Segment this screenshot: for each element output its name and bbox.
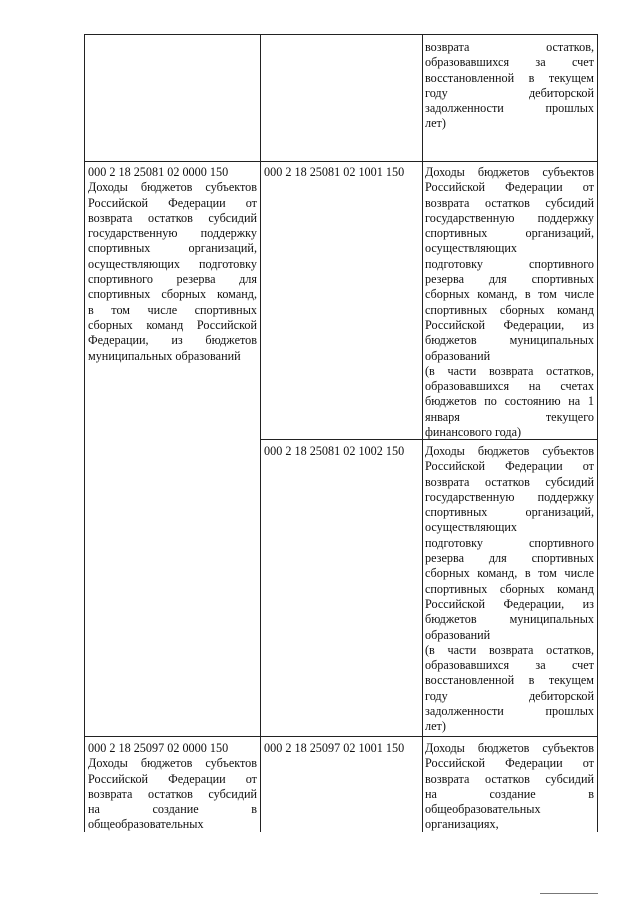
row-divider-1 <box>84 161 598 162</box>
row3-right-line: подготовку спортивного <box>425 535 594 550</box>
row3-right-line: Российской Федерации, из <box>425 596 594 611</box>
row1-right-line: лет) <box>425 116 446 131</box>
row4-left-line: Доходы бюджетов субъектов <box>88 756 257 771</box>
row2-right-line: Российской Федерации от <box>425 180 594 195</box>
column-divider-2 <box>422 34 423 832</box>
row2-left-line: осуществляющих подготовку <box>88 256 257 271</box>
row2-left-code: 000 2 18 25081 02 0000 150 <box>88 165 229 179</box>
row2-right-line: спортивных организаций, <box>425 226 594 241</box>
budget-codes-table <box>84 34 598 832</box>
row-divider-3 <box>84 736 598 737</box>
row3-right-line: восстановленной в текущем <box>425 673 594 688</box>
row3-right-line: осуществляющих <box>425 520 517 535</box>
row4-left-line: Российской Федерации от <box>88 771 257 786</box>
row4-left-line: на создание в <box>88 802 257 817</box>
row3-right-line: образований <box>425 627 491 642</box>
row3-right-line: возврата остатков субсидий <box>425 474 594 489</box>
row2-middle-cell <box>264 165 420 180</box>
row3-right-line: задолженности прошлых <box>425 704 594 719</box>
row2-right-line: подготовку спортивного <box>425 256 594 271</box>
row2-right-line: (в части возврата остатков, <box>425 363 594 378</box>
row2-right-line: финансового года) <box>425 425 522 440</box>
table-border-top <box>84 34 598 35</box>
row2-left-line: Доходы бюджетов субъектов <box>88 180 257 195</box>
row2-left-line: муниципальных образований <box>88 348 241 363</box>
row4-right-line: возврата остатков субсидий <box>425 771 594 786</box>
row2-right-line: сборных команд, в том числе <box>425 287 594 302</box>
row2-left-cell <box>88 165 257 364</box>
row2-middle-code: 000 2 18 25081 02 1001 150 <box>264 165 405 179</box>
row2-right-line: Доходы бюджетов субъектов <box>425 165 594 179</box>
row2-right-line: образований <box>425 348 491 363</box>
row2-left-line: сборных команд Российской <box>88 317 257 332</box>
row4-right-cell <box>425 741 594 833</box>
row4-right-line: организациях, <box>425 817 499 832</box>
row3-right-line: году дебиторской <box>425 688 594 703</box>
row2-left-line: Федерации, из бюджетов <box>88 333 257 348</box>
table-border-right <box>597 34 598 832</box>
row2-left-line: государственную поддержку <box>88 226 257 241</box>
row2-right-line: спортивных сборных команд <box>425 302 594 317</box>
row2-left-line: Российской Федерации от <box>88 195 257 210</box>
row3-middle-cell <box>264 444 420 459</box>
row3-right-line: резерва для спортивных <box>425 551 594 566</box>
column-divider-1 <box>260 34 261 832</box>
row1-right-line: возврата остатков, <box>425 40 594 54</box>
row4-middle-cell <box>264 741 420 756</box>
row3-right-line: Российской Федерации от <box>425 459 594 474</box>
row2-right-line: бюджетов по состоянию на 1 <box>425 394 594 409</box>
row4-right-line: общеобразовательных <box>425 802 541 817</box>
row2-right-line: осуществляющих <box>425 241 517 256</box>
row4-right-line: Российской Федерации от <box>425 756 594 771</box>
row4-right-line: на создание в <box>425 786 594 801</box>
row3-right-line: спортивных организаций, <box>425 505 594 520</box>
row2-right-line: образовавшихся на счетах <box>425 379 594 394</box>
row2-right-line: бюджетов муниципальных <box>425 333 594 348</box>
row3-right-cell <box>425 444 594 735</box>
row4-left-cell <box>88 741 257 833</box>
scan-mark <box>540 893 598 894</box>
row1-right-line: задолженности прошлых <box>425 101 594 116</box>
row4-left-line: возврата остатков субсидий <box>88 786 257 801</box>
row4-middle-code: 000 2 18 25097 02 1001 150 <box>264 741 405 755</box>
row3-right-line: государственную поддержку <box>425 489 594 504</box>
row2-left-line: спортивных организаций, <box>88 241 257 256</box>
row3-right-line: (в части возврата остатков, <box>425 642 594 657</box>
row3-right-line: бюджетов муниципальных <box>425 612 594 627</box>
row4-left-line: общеобразовательных <box>88 817 204 832</box>
row2-left-line: спортивного резерва для <box>88 272 257 287</box>
row2-right-line: резерва для спортивных <box>425 272 594 287</box>
row2-right-line: Российской Федерации, из <box>425 317 594 332</box>
row3-right-line: сборных команд, в том числе <box>425 566 594 581</box>
row1-right-cell <box>425 40 594 132</box>
row2-left-line: спортивных сборных команд, <box>88 287 257 302</box>
row2-right-cell <box>425 165 594 440</box>
row3-right-line: образовавшихся за счет <box>425 658 594 673</box>
row4-left-code: 000 2 18 25097 02 0000 150 <box>88 741 229 755</box>
row2-right-line: возврата остатков субсидий <box>425 195 594 210</box>
row3-middle-code: 000 2 18 25081 02 1002 150 <box>264 444 405 458</box>
row2-right-line: государственную поддержку <box>425 210 594 225</box>
row1-right-line: восстановленной в текущем <box>425 70 594 85</box>
row2-left-line: в том числе спортивных <box>88 302 257 317</box>
row3-right-line: спортивных сборных команд <box>425 581 594 596</box>
row1-right-line: образовавшихся за счет <box>425 55 594 70</box>
table-border-left <box>84 34 85 832</box>
row3-right-line: Доходы бюджетов субъектов <box>425 444 594 458</box>
row2-right-line: января текущего <box>425 409 594 424</box>
row4-right-line: Доходы бюджетов субъектов <box>425 741 594 755</box>
row3-right-line: лет) <box>425 719 446 734</box>
row1-right-line: году дебиторской <box>425 85 594 100</box>
row2-left-line: возврата остатков субсидий <box>88 210 257 225</box>
